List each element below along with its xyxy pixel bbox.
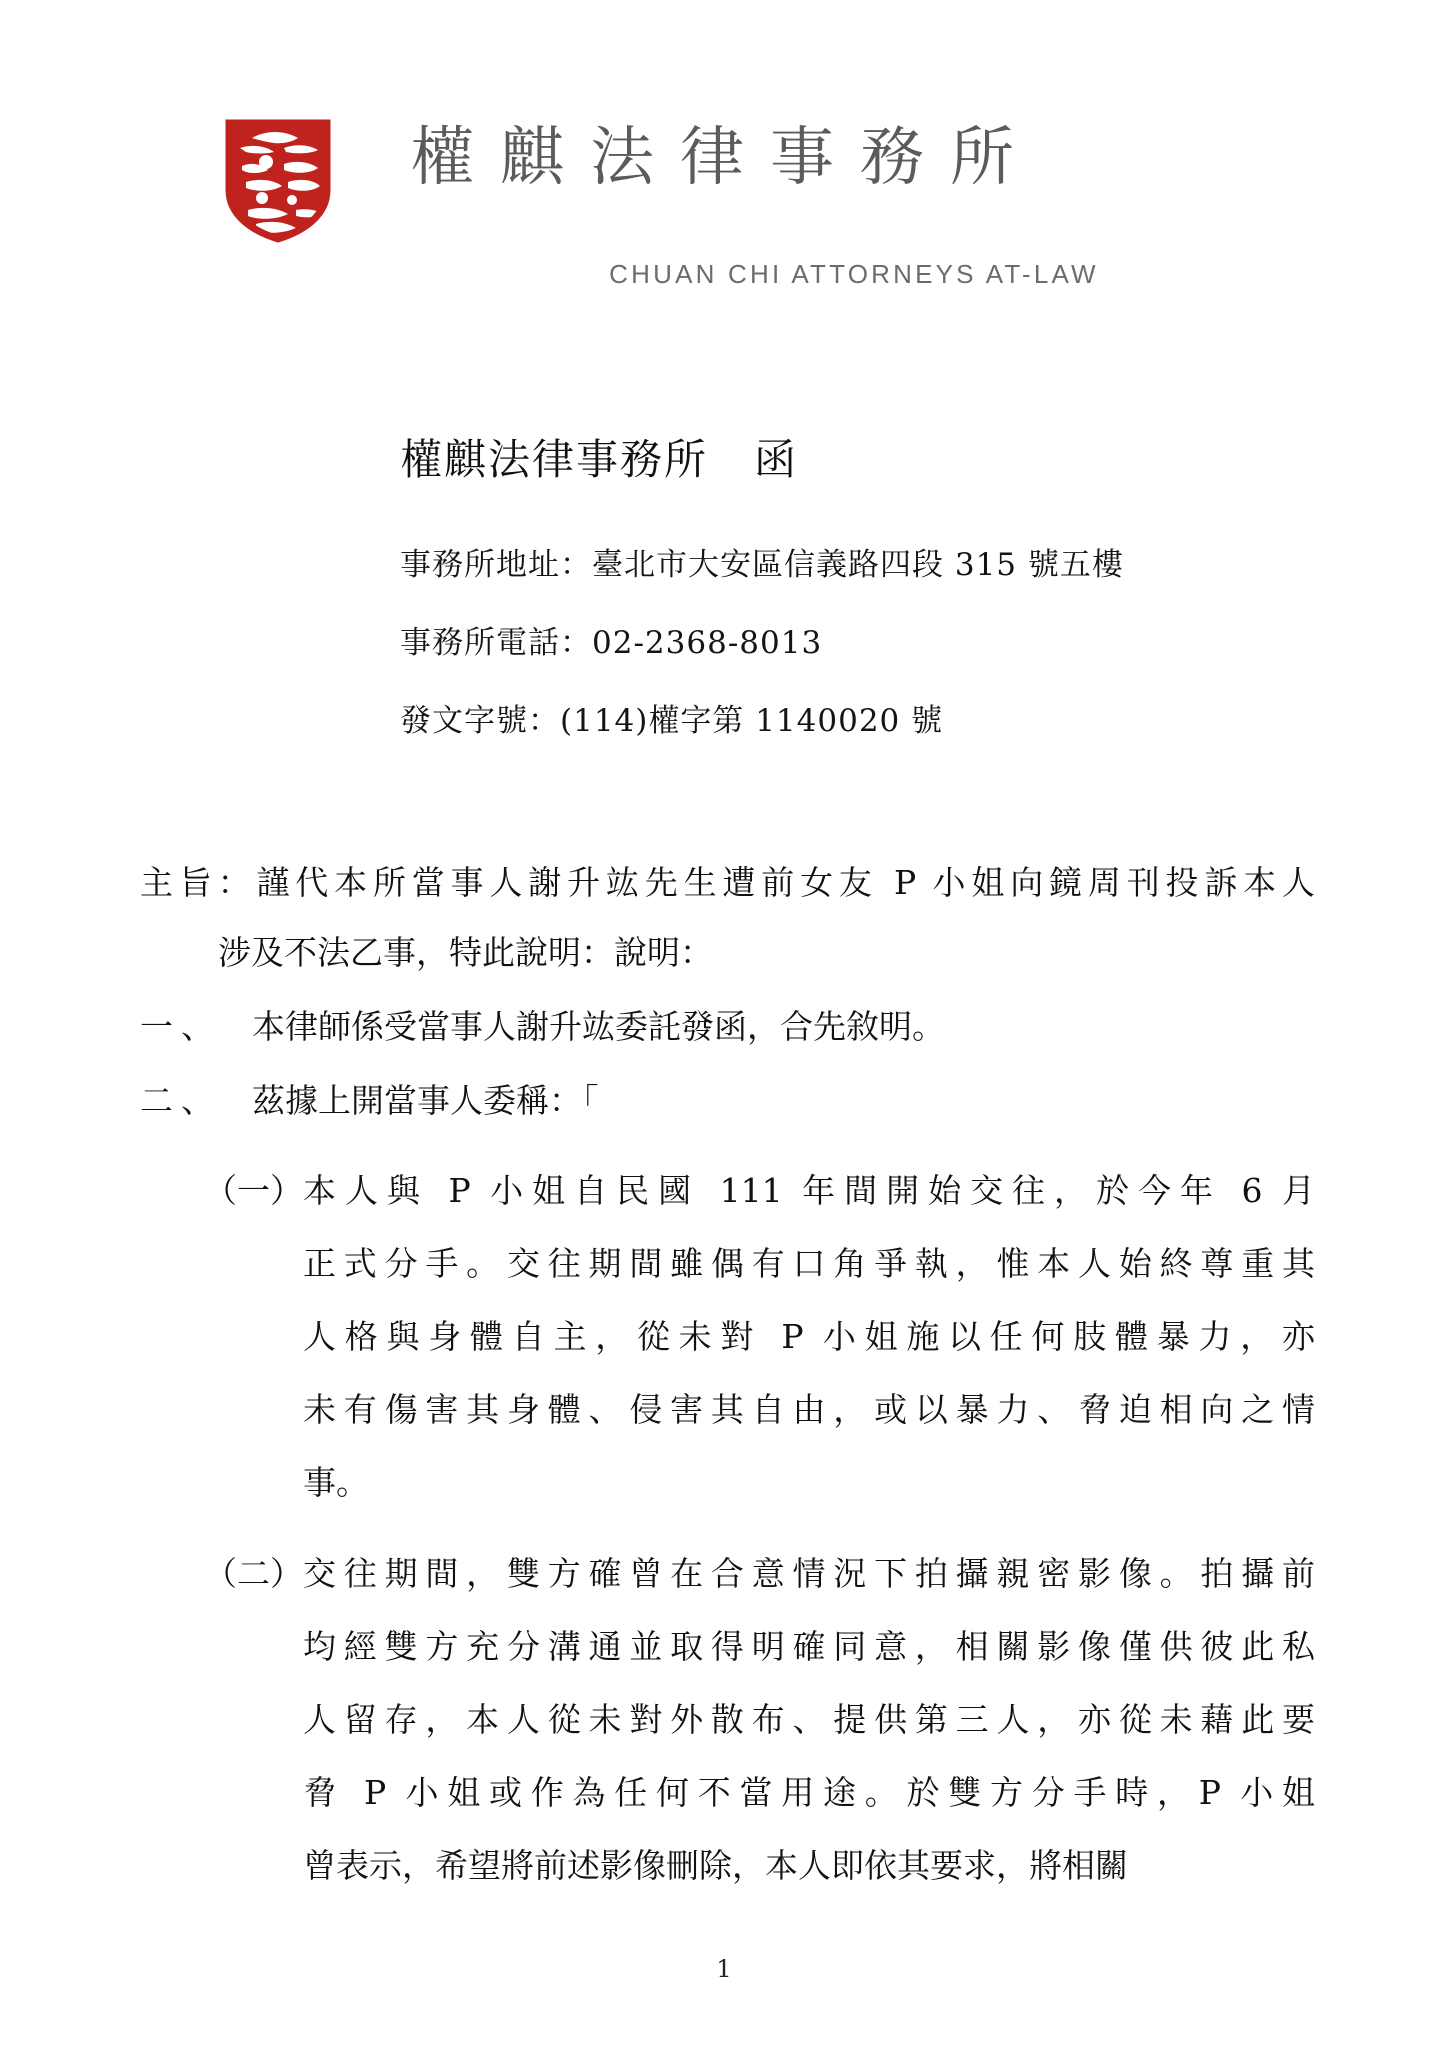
sub-item-2-line-3: 人留存，本人從未對外散布、提供第三人，亦從未藉此要 — [303, 1700, 1315, 1739]
letterhead-firm-name-cn: 權麒法律事務所 — [410, 121, 1040, 195]
subject-label: 主旨： — [140, 863, 257, 902]
subject-paragraph — [140, 848, 1315, 988]
numbered-item-2-text: 茲據上開當事人委稱：「 — [252, 1081, 599, 1120]
office-address: 事務所地址：臺北市大安區信義路四段 315 號五樓 — [400, 547, 1124, 583]
sub-item-2-line-4: 脅 P 小姐或作為任何不當用途。於雙方分手時，P 小姐 — [303, 1773, 1315, 1812]
office-meta-block — [400, 526, 1300, 760]
sub-item-2-line-2: 均經雙方充分溝通並取得明確同意，相關影像僅供彼此私 — [303, 1627, 1315, 1666]
sub-item-1-marker: （一） — [204, 1171, 303, 1210]
numbered-item-2 — [140, 1066, 1315, 1136]
sub-item-1-line-1: 本人與 P 小姐自民國 111 年間開始交往，於今年 6 月 — [303, 1171, 1315, 1210]
sub-item-2-line-1: 交往期間，雙方確曾在合意情況下拍攝親密影像。拍攝前 — [303, 1554, 1315, 1593]
document-title — [400, 432, 798, 488]
chuan-chi-dragon-shield-logo-icon — [222, 118, 334, 243]
document-body — [140, 848, 1315, 1902]
sub-item-2-content — [303, 1537, 1315, 1902]
numbered-item-1-text: 本律師係受當事人謝升竑委託發函，合先敘明。 — [252, 1007, 945, 1046]
subject-text-1: 謹代本所當事人謝升竑先生遭前女友 P 小姐向鏡周刊投訴本人 — [256, 863, 1315, 902]
sub-item-2-line-5: 曾表示，希望將前述影像刪除，本人即依其要求，將相關 — [303, 1846, 1128, 1885]
sub-item-1-line-5: 事。 — [303, 1463, 369, 1502]
sub-item-1-content — [303, 1154, 1315, 1519]
document-title-firm: 權麒法律事務所 — [400, 435, 709, 484]
sub-item-1 — [140, 1154, 1315, 1519]
document-number: 發文字號：(114)權字第 1140020 號 — [400, 703, 944, 739]
sub-item-1-line-3: 人格與身體自主，從未對 P 小姐施以任何肢體暴力，亦 — [303, 1317, 1315, 1356]
sub-item-1-line-4: 未有傷害其身體、侵害其自由，或以暴力、脅迫相向之情 — [303, 1390, 1315, 1429]
letterhead-firm-name-en: CHUAN CHI ATTORNEYS AT-LAW — [609, 259, 1099, 289]
numbered-item-1-marker: 一、 — [140, 1007, 222, 1046]
document-title-type: 函 — [754, 435, 799, 484]
letterhead — [0, 110, 1448, 300]
page-number: 1 — [716, 1955, 732, 1983]
sub-item-2 — [140, 1537, 1315, 1902]
subject-line-2: 涉及不法乙事，特此說明：說明： — [218, 933, 713, 972]
sub-item-1-line-2: 正式分手。交往期間雖偶有口角爭執，惟本人始終尊重其 — [303, 1244, 1315, 1283]
office-phone: 事務所電話：02-2368-8013 — [400, 625, 823, 661]
subject-line-1 — [140, 848, 1315, 918]
numbered-item-1 — [140, 992, 1315, 1062]
sub-item-2-marker: （二） — [204, 1554, 303, 1593]
numbered-item-2-marker: 二、 — [140, 1081, 222, 1120]
